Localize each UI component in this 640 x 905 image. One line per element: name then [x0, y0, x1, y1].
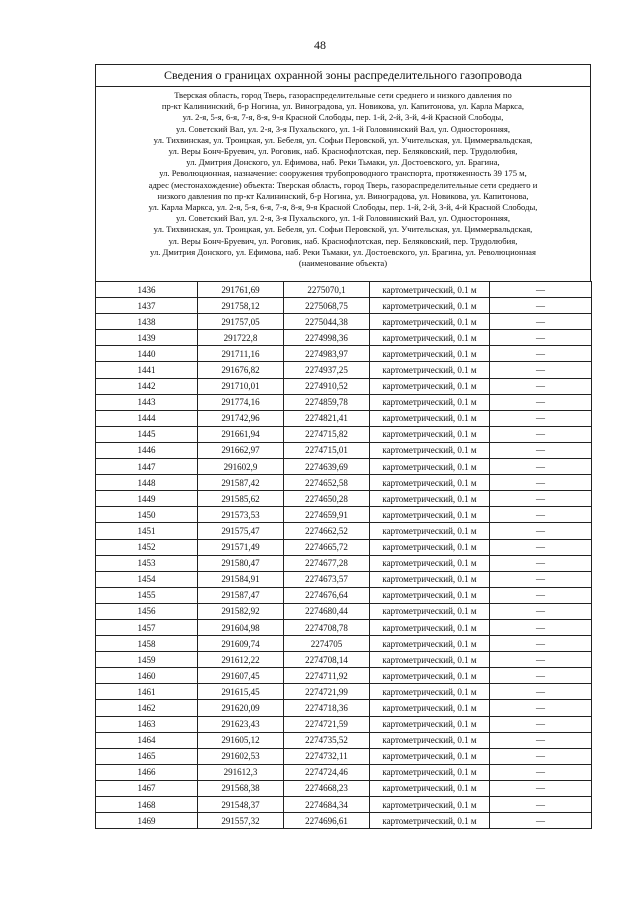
method-cell: картометрический, 0.1 м	[370, 298, 490, 314]
accuracy-cell: —	[490, 298, 592, 314]
x-coordinate-cell: 291587,42	[198, 475, 284, 491]
point-number-cell: 1458	[96, 636, 198, 652]
point-number-cell: 1448	[96, 475, 198, 491]
x-coordinate-cell: 291742,96	[198, 410, 284, 426]
y-coordinate-cell: 2274708,78	[284, 619, 370, 635]
accuracy-cell: —	[490, 362, 592, 378]
accuracy-cell: —	[490, 764, 592, 780]
y-coordinate-cell: 2274676,64	[284, 587, 370, 603]
method-cell: картометрический, 0.1 м	[370, 330, 490, 346]
point-number-cell: 1440	[96, 346, 198, 362]
y-coordinate-cell: 2274721,99	[284, 684, 370, 700]
method-cell: картометрический, 0.1 м	[370, 282, 490, 298]
point-number-cell: 1446	[96, 442, 198, 458]
table-row	[96, 410, 592, 426]
accuracy-cell: —	[490, 571, 592, 587]
method-cell: картометрический, 0.1 м	[370, 378, 490, 394]
x-coordinate-cell: 291585,62	[198, 491, 284, 507]
method-cell: картометрический, 0.1 м	[370, 555, 490, 571]
accuracy-cell: —	[490, 748, 592, 764]
method-cell: картометрический, 0.1 м	[370, 732, 490, 748]
point-number-cell: 1457	[96, 619, 198, 635]
point-number-cell: 1456	[96, 603, 198, 619]
y-coordinate-cell: 2274696,61	[284, 813, 370, 829]
y-coordinate-cell: 2274859,78	[284, 394, 370, 410]
description-line: ул. Карла Маркса, ул. 2-я, 5-я, 6-я, 7-я, 8-я, 9-я Красной Слободы, пер. 1-й, 2-й, 3-й, 4-й Красной Слободы,	[148, 202, 538, 213]
table-row	[96, 716, 592, 732]
point-number-cell: 1450	[96, 507, 198, 523]
method-cell: картометрический, 0.1 м	[370, 748, 490, 764]
method-cell: картометрический, 0.1 м	[370, 636, 490, 652]
table-row	[96, 523, 592, 539]
point-number-cell: 1469	[96, 813, 198, 829]
point-number-cell: 1454	[96, 571, 198, 587]
accuracy-cell: —	[490, 684, 592, 700]
x-coordinate-cell: 291557,32	[198, 813, 284, 829]
description-line: ул. 2-я, 5-я, 6-я, 7-я, 8-я, 9-я Красной Слободы, пер. 1-й, 2-й, 3-й, 4-й Красной Слободы,	[182, 112, 504, 123]
point-number-cell: 1451	[96, 523, 198, 539]
table-row	[96, 394, 592, 410]
description-line: ул. Дмитрия Донского, ул. Ефимова, наб. Реки Тьмаки, ул. Достоевского, ул. Брагина, ул. Революционная	[150, 246, 536, 257]
method-cell: картометрический, 0.1 м	[370, 668, 490, 684]
point-number-cell: 1453	[96, 555, 198, 571]
y-coordinate-cell: 2274732,11	[284, 748, 370, 764]
method-cell: картометрический, 0.1 м	[370, 459, 490, 475]
method-cell: картометрический, 0.1 м	[370, 491, 490, 507]
accuracy-cell: —	[490, 668, 592, 684]
method-cell: картометрический, 0.1 м	[370, 539, 490, 555]
method-cell: картометрический, 0.1 м	[370, 410, 490, 426]
y-coordinate-cell: 2274983,97	[284, 346, 370, 362]
description-line: ул. Тихвинская, ул. Троицкая, ул. Бебеля, ул. Софьи Перовской, ул. Учительская, ул. Циммервальдская,	[153, 134, 533, 145]
table-row	[96, 684, 592, 700]
y-coordinate-cell: 2274735,52	[284, 732, 370, 748]
x-coordinate-cell: 291582,92	[198, 603, 284, 619]
table-row	[96, 732, 592, 748]
accuracy-cell: —	[490, 587, 592, 603]
y-coordinate-cell: 2274705	[284, 636, 370, 652]
y-coordinate-cell: 2274711,92	[284, 668, 370, 684]
point-number-cell: 1460	[96, 668, 198, 684]
table-row	[96, 797, 592, 813]
object-name-caption: (наименование объекта)	[298, 258, 388, 269]
table-row	[96, 571, 592, 587]
accuracy-cell: —	[490, 314, 592, 330]
y-coordinate-cell: 2274937,25	[284, 362, 370, 378]
y-coordinate-cell: 2274684,34	[284, 797, 370, 813]
x-coordinate-cell: 291623,43	[198, 716, 284, 732]
x-coordinate-cell: 291573,53	[198, 507, 284, 523]
point-number-cell: 1438	[96, 314, 198, 330]
table-row	[96, 426, 592, 442]
y-coordinate-cell: 2274721,59	[284, 716, 370, 732]
y-coordinate-cell: 2274715,01	[284, 442, 370, 458]
point-number-cell: 1468	[96, 797, 198, 813]
table-row	[96, 459, 592, 475]
description-line: низкого давления по пр-кт Калининский, б-р Ногина, ул. Виноградова, ул. Новикова, ул. Капитонова,	[157, 190, 529, 201]
y-coordinate-cell: 2274910,52	[284, 378, 370, 394]
accuracy-cell: —	[490, 523, 592, 539]
x-coordinate-cell: 291602,53	[198, 748, 284, 764]
x-coordinate-cell: 291676,82	[198, 362, 284, 378]
boundary-sheet	[95, 64, 591, 829]
point-number-cell: 1442	[96, 378, 198, 394]
accuracy-cell: —	[490, 700, 592, 716]
accuracy-cell: —	[490, 330, 592, 346]
x-coordinate-cell: 291711,16	[198, 346, 284, 362]
table-row	[96, 619, 592, 635]
point-number-cell: 1461	[96, 684, 198, 700]
y-coordinate-cell: 2274715,82	[284, 426, 370, 442]
x-coordinate-cell: 291571,49	[198, 539, 284, 555]
point-number-cell: 1445	[96, 426, 198, 442]
accuracy-cell: —	[490, 539, 592, 555]
x-coordinate-cell: 291568,38	[198, 780, 284, 796]
x-coordinate-cell: 291609,74	[198, 636, 284, 652]
point-number-cell: 1467	[96, 780, 198, 796]
description-line: ул. Революционная, назначение: сооружения трубопроводного транспорта, протяженность 39 175 м,	[159, 168, 527, 179]
x-coordinate-cell: 291607,45	[198, 668, 284, 684]
table-row	[96, 603, 592, 619]
coordinates-table	[95, 281, 592, 829]
table-row	[96, 813, 592, 829]
description-line: ул. Веры Бонч-Бруевич, ул. Роговик, наб. Краснофлотская, пер. Беляковский, пер. Трудолюбия,	[168, 235, 518, 246]
accuracy-cell: —	[490, 652, 592, 668]
method-cell: картометрический, 0.1 м	[370, 314, 490, 330]
point-number-cell: 1437	[96, 298, 198, 314]
point-number-cell: 1436	[96, 282, 198, 298]
x-coordinate-cell: 291615,45	[198, 684, 284, 700]
description-line: ул. Советский Вал, ул. 2-я, 3-я Пухальского, ул. 1-й Головнинский Вал, ул. Односторонняя,	[176, 123, 510, 134]
method-cell: картометрический, 0.1 м	[370, 603, 490, 619]
accuracy-cell: —	[490, 346, 592, 362]
table-row	[96, 539, 592, 555]
table-row	[96, 748, 592, 764]
point-number-cell: 1439	[96, 330, 198, 346]
accuracy-cell: —	[490, 426, 592, 442]
accuracy-cell: —	[490, 507, 592, 523]
point-number-cell: 1441	[96, 362, 198, 378]
y-coordinate-cell: 2274659,91	[284, 507, 370, 523]
accuracy-cell: —	[490, 394, 592, 410]
accuracy-cell: —	[490, 459, 592, 475]
x-coordinate-cell: 291761,69	[198, 282, 284, 298]
accuracy-cell: —	[490, 636, 592, 652]
table-row	[96, 298, 592, 314]
y-coordinate-cell: 2274665,72	[284, 539, 370, 555]
document-title: Сведения о границах охранной зоны распределительного газопровода	[95, 64, 591, 86]
accuracy-cell: —	[490, 410, 592, 426]
y-coordinate-cell: 2274680,44	[284, 603, 370, 619]
table-row	[96, 780, 592, 796]
method-cell: картометрический, 0.1 м	[370, 684, 490, 700]
table-row	[96, 764, 592, 780]
table-row	[96, 555, 592, 571]
method-cell: картометрический, 0.1 м	[370, 813, 490, 829]
y-coordinate-cell: 2274662,52	[284, 523, 370, 539]
method-cell: картометрический, 0.1 м	[370, 426, 490, 442]
accuracy-cell: —	[490, 282, 592, 298]
accuracy-cell: —	[490, 780, 592, 796]
point-number-cell: 1459	[96, 652, 198, 668]
description-line: ул. Дмитрия Донского, ул. Ефимова, наб. Реки Тьмаки, ул. Достоевского, ул. Брагина,	[186, 157, 500, 168]
accuracy-cell: —	[490, 555, 592, 571]
point-number-cell: 1465	[96, 748, 198, 764]
method-cell: картометрический, 0.1 м	[370, 619, 490, 635]
table-row	[96, 652, 592, 668]
accuracy-cell: —	[490, 378, 592, 394]
point-number-cell: 1462	[96, 700, 198, 716]
page-number: 48	[314, 38, 326, 52]
x-coordinate-cell: 291774,16	[198, 394, 284, 410]
y-coordinate-cell: 2274639,69	[284, 459, 370, 475]
x-coordinate-cell: 291661,94	[198, 426, 284, 442]
point-number-cell: 1463	[96, 716, 198, 732]
method-cell: картометрический, 0.1 м	[370, 523, 490, 539]
table-row	[96, 491, 592, 507]
y-coordinate-cell: 2274673,57	[284, 571, 370, 587]
y-coordinate-cell: 2275070,1	[284, 282, 370, 298]
method-cell: картометрический, 0.1 м	[370, 797, 490, 813]
description-line: ул. Тихвинская, ул. Троицкая, ул. Бебеля, ул. Софьи Перовской, ул. Учительская, ул. Циммервальдская,	[153, 224, 533, 235]
method-cell: картометрический, 0.1 м	[370, 700, 490, 716]
y-coordinate-cell: 2274668,23	[284, 780, 370, 796]
description-line: пр-кт Калининский, б-р Ногина, ул. Виноградова, ул. Новикова, ул. Капитонова, ул. Карла Маркса,	[161, 101, 525, 112]
table-row	[96, 282, 592, 298]
method-cell: картометрический, 0.1 м	[370, 764, 490, 780]
y-coordinate-cell: 2274708,14	[284, 652, 370, 668]
y-coordinate-cell: 2275044,38	[284, 314, 370, 330]
x-coordinate-cell: 291620,09	[198, 700, 284, 716]
x-coordinate-cell: 291602,9	[198, 459, 284, 475]
method-cell: картометрический, 0.1 м	[370, 716, 490, 732]
x-coordinate-cell: 291580,47	[198, 555, 284, 571]
accuracy-cell: —	[490, 475, 592, 491]
method-cell: картометрический, 0.1 м	[370, 442, 490, 458]
accuracy-cell: —	[490, 619, 592, 635]
y-coordinate-cell: 2274724,46	[284, 764, 370, 780]
point-number-cell: 1447	[96, 459, 198, 475]
point-number-cell: 1466	[96, 764, 198, 780]
table-row	[96, 700, 592, 716]
accuracy-cell: —	[490, 732, 592, 748]
table-row	[96, 507, 592, 523]
x-coordinate-cell: 291662,97	[198, 442, 284, 458]
method-cell: картометрический, 0.1 м	[370, 475, 490, 491]
x-coordinate-cell: 291612,22	[198, 652, 284, 668]
accuracy-cell: —	[490, 603, 592, 619]
table-row	[96, 362, 592, 378]
point-number-cell: 1455	[96, 587, 198, 603]
y-coordinate-cell: 2275068,75	[284, 298, 370, 314]
description-line: ул. Веры Бонч-Бруевич, ул. Роговик, наб. Краснофлотская, пер. Беляковский, пер. Трудолюбия,	[168, 146, 518, 157]
y-coordinate-cell: 2274652,58	[284, 475, 370, 491]
method-cell: картометрический, 0.1 м	[370, 587, 490, 603]
x-coordinate-cell: 291757,05	[198, 314, 284, 330]
table-row	[96, 475, 592, 491]
accuracy-cell: —	[490, 797, 592, 813]
x-coordinate-cell: 291587,47	[198, 587, 284, 603]
method-cell: картометрический, 0.1 м	[370, 507, 490, 523]
table-row	[96, 378, 592, 394]
table-row	[96, 314, 592, 330]
x-coordinate-cell: 291575,47	[198, 523, 284, 539]
description-line: адрес (местонахождение) объекта: Тверская область, город Тверь, газораспределительные сети среднего и	[148, 179, 538, 190]
method-cell: картометрический, 0.1 м	[370, 346, 490, 362]
point-number-cell: 1443	[96, 394, 198, 410]
point-number-cell: 1452	[96, 539, 198, 555]
point-number-cell: 1444	[96, 410, 198, 426]
y-coordinate-cell: 2274677,28	[284, 555, 370, 571]
y-coordinate-cell: 2274821,41	[284, 410, 370, 426]
table-row	[96, 346, 592, 362]
method-cell: картометрический, 0.1 м	[370, 571, 490, 587]
table-row	[96, 442, 592, 458]
table-row	[96, 668, 592, 684]
object-description	[95, 86, 591, 281]
x-coordinate-cell: 291612,3	[198, 764, 284, 780]
x-coordinate-cell: 291584,91	[198, 571, 284, 587]
table-row	[96, 636, 592, 652]
accuracy-cell: —	[490, 716, 592, 732]
y-coordinate-cell: 2274718,36	[284, 700, 370, 716]
y-coordinate-cell: 2274998,36	[284, 330, 370, 346]
description-line: ул. Советский Вал, ул. 2-я, 3-я Пухальского, ул. 1-й Головнинский Вал, ул. Односторонняя,	[176, 213, 510, 224]
y-coordinate-cell: 2274650,28	[284, 491, 370, 507]
point-number-cell: 1449	[96, 491, 198, 507]
accuracy-cell: —	[490, 813, 592, 829]
table-row	[96, 587, 592, 603]
x-coordinate-cell: 291722,8	[198, 330, 284, 346]
accuracy-cell: —	[490, 491, 592, 507]
x-coordinate-cell: 291604,98	[198, 619, 284, 635]
accuracy-cell: —	[490, 442, 592, 458]
method-cell: картометрический, 0.1 м	[370, 652, 490, 668]
method-cell: картометрический, 0.1 м	[370, 780, 490, 796]
table-row	[96, 330, 592, 346]
x-coordinate-cell: 291758,12	[198, 298, 284, 314]
point-number-cell: 1464	[96, 732, 198, 748]
x-coordinate-cell: 291605,12	[198, 732, 284, 748]
method-cell: картометрический, 0.1 м	[370, 362, 490, 378]
method-cell: картометрический, 0.1 м	[370, 394, 490, 410]
x-coordinate-cell: 291548,37	[198, 797, 284, 813]
x-coordinate-cell: 291710,01	[198, 378, 284, 394]
description-line: Тверская область, город Тверь, газораспределительные сети среднего и низкого давления по	[174, 90, 512, 100]
